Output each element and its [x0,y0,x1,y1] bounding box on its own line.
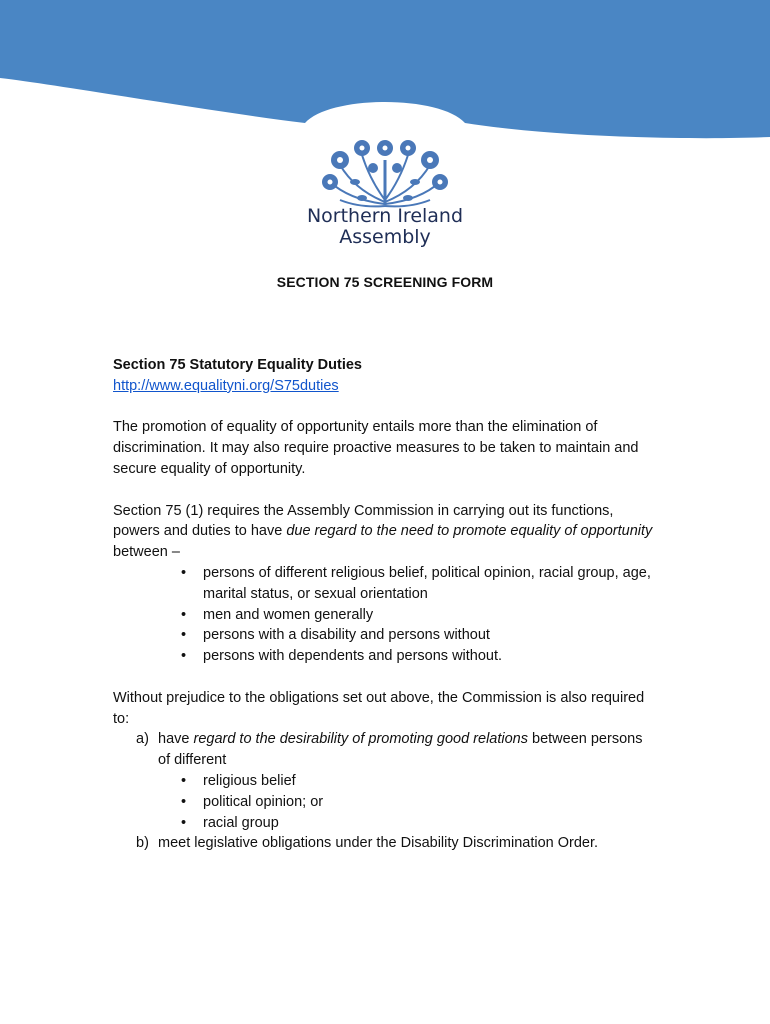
list-item: • persons of different religious belief, political opinion, racial group, age, marital status, or sexual orientation [203,563,658,605]
obligation-a-tail: between persons of different [158,731,643,769]
list-item: • political opinion; or [203,792,658,813]
obligation-a [136,729,658,833]
equality-duties-link[interactable]: http://www.equalityni.org/S75duties [113,377,339,394]
list-item: • religious belief [203,771,658,792]
obligations-paragraph: Without prejudice to the obligations set out above, the Commission is also required to: [113,689,645,727]
list-item: • persons with a disability and persons without [203,625,658,646]
good-relations-list [158,771,658,833]
section-heading: Section 75 Statutory Equality Duties [113,357,362,373]
duties-list [113,563,658,667]
obligation-b-marker: b) [136,835,149,852]
obligation-a-lead: have [158,731,194,748]
duties-paragraph [113,501,658,563]
duties-lead: Section 75 (1) requires the Assembly Commission in carrying out its functions, powers and duties to have [113,502,614,540]
document-body [113,355,658,854]
list-item: • persons with dependents and persons without. [203,646,658,667]
list-item: • men and women generally [203,605,658,626]
logo-wordmark [290,206,480,248]
duties-emphasis: due regard to the need to promote equality of opportunity [286,523,653,540]
form-title: SECTION 75 SCREENING FORM [276,274,494,290]
list-item: • racial group [203,813,658,834]
logo-line-2: Assembly [339,226,431,248]
intro-paragraph: The promotion of equality of opportunity entails more than the elimination of discrimination. It may also require proactive measures to be taken to maintain and secure equality of opportunity. [113,419,639,477]
logo-line-1: Northern Ireland [306,205,464,227]
obligation-a-emphasis: regard to the desirability of promoting good relations [193,731,528,748]
obligations-list [113,729,658,854]
duties-tail: between – [113,544,180,561]
obligation-a-marker: a) [136,731,149,748]
obligation-b-text: meet legislative obligations under the Disability Discrimination Order. [158,835,599,852]
obligation-b [136,833,658,854]
